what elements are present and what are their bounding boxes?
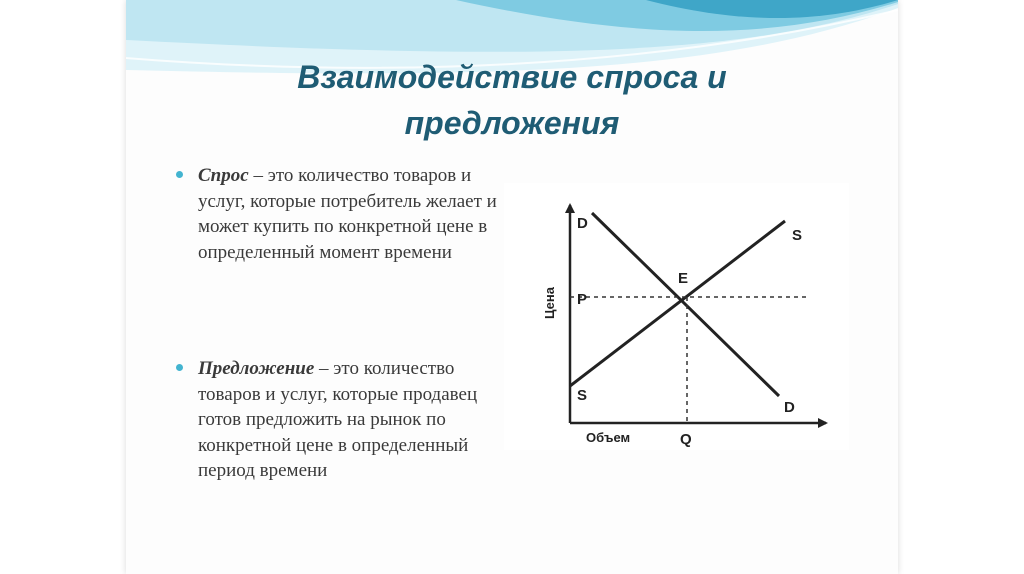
- bullet-demand: [176, 163, 506, 265]
- supply-curve: [570, 221, 785, 386]
- supply-demand-graph: [504, 183, 849, 450]
- slide-title-line-1: Взаимодействие спроса и: [297, 59, 727, 95]
- demand-bottom-label: D: [784, 399, 795, 416]
- bullet-dot-icon: [176, 171, 183, 178]
- supply-top-label: S: [792, 227, 803, 244]
- slide-title-line-2: предложения: [404, 105, 620, 141]
- bullet-dot-icon: [176, 364, 183, 371]
- slide: [126, 0, 898, 574]
- quantity-label: Q: [680, 431, 692, 448]
- bullet-supply-definition: – это количество товаров и услуг, которые продавец готов предложить на рынок по конкретной цене в определенный период времени: [198, 358, 478, 481]
- demand-curve: [592, 213, 779, 396]
- equilibrium-label: E: [678, 270, 689, 287]
- bullet-supply-term: Предложение: [198, 358, 315, 379]
- price-label: P: [577, 291, 588, 308]
- slide-title: [126, 54, 898, 146]
- bullet-demand-term: Спрос: [198, 165, 249, 186]
- bullet-supply-text: [198, 356, 506, 484]
- bullet-supply: [176, 356, 506, 484]
- bullet-demand-definition: – это количество товаров и услуг, которые потребитель желает и может купить по конкретной цене в определенный момент времени: [198, 165, 497, 263]
- demand-top-label: D: [577, 215, 588, 232]
- y-axis-label: Цена: [542, 287, 557, 319]
- supply-bottom-label: S: [577, 387, 588, 404]
- supply-demand-svg: [504, 183, 849, 450]
- bullet-demand-text: [198, 163, 506, 265]
- x-axis-label: Объем: [586, 430, 631, 445]
